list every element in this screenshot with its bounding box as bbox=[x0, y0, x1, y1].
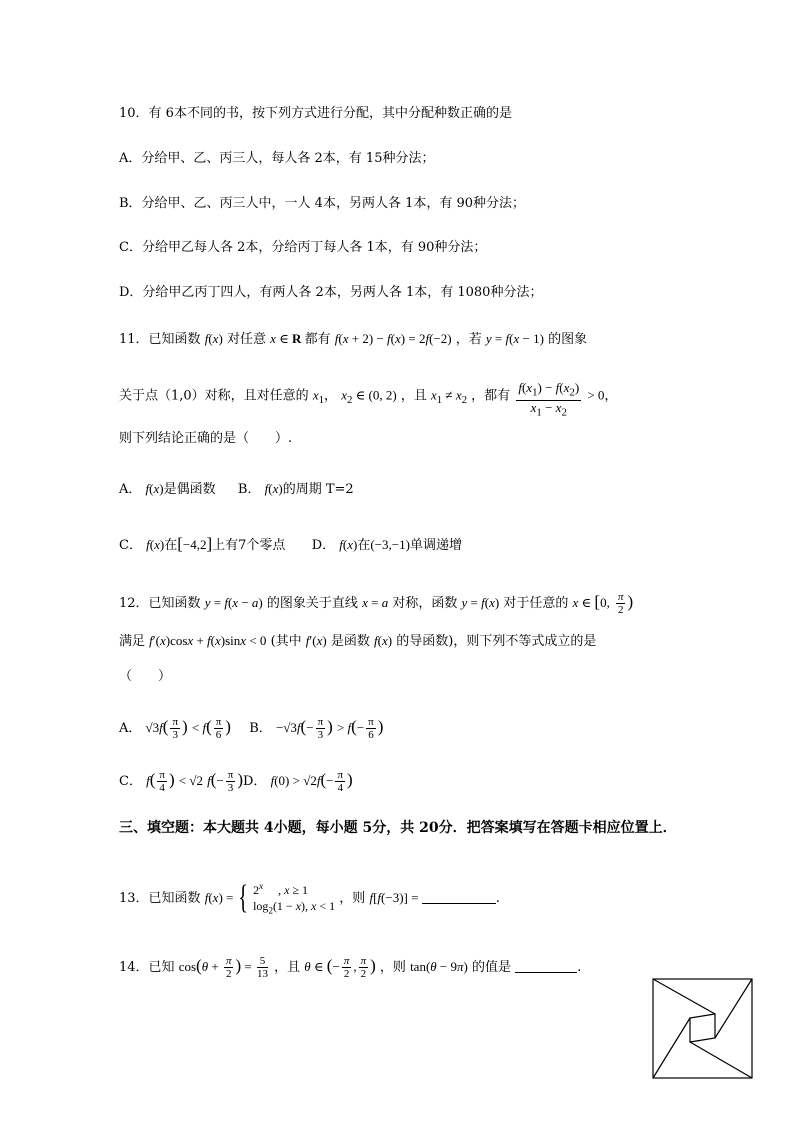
section-3-heading: 三、填空题：本大题共 4小题，每小题 5分，共 20分．把答案填写在答题卡相应位置上． bbox=[119, 820, 677, 836]
figure-outer-square bbox=[653, 979, 752, 1078]
q10-option-b: B．分给甲、乙、丙三人中，一人 4本，另两人各 1本，有 90种分法； bbox=[119, 196, 526, 211]
q13-answer-blank[interactable] bbox=[422, 903, 496, 904]
q11-options-ab: A． f(x)是偶函数 B． f(x)的周期 T=2 bbox=[119, 481, 354, 497]
q12-options-ab: A． √3f( $\frac{\pi}{3}$ ) < f( $\frac{\pi}{6}$ ) B． −√3f(− $\frac{\pi}{3}$ ) > f(− $\frac{\pi}{6}$ ) bbox=[119, 716, 384, 742]
q10-option-a: A．分给甲、乙、丙三人，每人各 2本，有 15种分法； bbox=[119, 151, 435, 166]
pinwheel-square-figure bbox=[652, 978, 754, 1080]
q13-stem: 13．已知函数 f(x) = { 2$^x$ , x ≥ 1 $\log_2(1 - x)$, x < 1 ，则 f[f(−3)] = . bbox=[119, 879, 500, 917]
q10-stem: 10．有 6本不同的书，按下列方式进行分配，其中分配种数正确的是 bbox=[119, 106, 512, 121]
figure-line-1 bbox=[653, 979, 715, 1014]
q11-stem-line1: 11．已知函数 f(x) 对任意 x ∈ R 都有 f(x + 2) − f(x) = 2f(−2) ，若 y = f(x − 1) 的图象 bbox=[119, 331, 588, 347]
q12-options-cd: C． f( $\frac{\pi}{4}$ ) < √2 f(− $\frac{\pi}{3}$ )D． f(0) > √2f(− $\frac{\pi}{4}$ ) bbox=[119, 769, 353, 795]
q12-answer-paren: （ ） bbox=[119, 669, 172, 684]
q10-option-d: D．分给甲乙丙丁四人，有两人各 2本，另两人各 1本，有 1080种分法； bbox=[119, 285, 543, 300]
q14-answer-blank[interactable] bbox=[515, 972, 577, 973]
figure-line-4 bbox=[653, 1018, 690, 1078]
figure-inner-square bbox=[690, 1014, 715, 1042]
q11-options-cd: C． f(x)在[−4,2]上有7个零点 D． f(x)在(−3,−1)单调递增 bbox=[119, 534, 462, 553]
q10-option-c: C．分给甲乙每人各 2本，分给丙丁每人各 1本，有 90种分法； bbox=[119, 240, 487, 255]
q11-stem-line3: 则下列结论正确的是（ ）. bbox=[119, 431, 293, 446]
figure-line-2 bbox=[715, 979, 752, 1038]
figure-line-3 bbox=[690, 1042, 752, 1078]
q11-stem-line2: 关于点（1,0）对称，且对任意的 $x_1$， $x_2$ ∈ (0, 2) ，且 $x_1 \ne x_2$ ，都有 $\frac{f(x_1) - f(x_2)}{x_1 - x_2}$ > 0， bbox=[119, 380, 618, 419]
q12-stem-line2: 满足 f′(x)cosx + f(x)sinx < 0 (其中 f′(x) 是函数 f(x) 的导函数)，则下列不等式成立的是 bbox=[119, 633, 597, 649]
q14-stem: 14．已知 cos(θ + $\frac{\pi}{2}$ ) = $\frac{5}{13}$ ，且 θ ∈ (− $\frac{\pi}{2}$ , $\frac{\pi}{2}$ ) ，则 tan(θ − 9π) 的值是 . bbox=[119, 955, 582, 981]
q12-stem-line1: 12．已知函数 y = f(x − a) 的图象关于直线 x = a 对称，函数 y = f(x) 对于任意的 x ∈ [0, $\frac{\pi}{2}$ ) bbox=[119, 591, 634, 617]
